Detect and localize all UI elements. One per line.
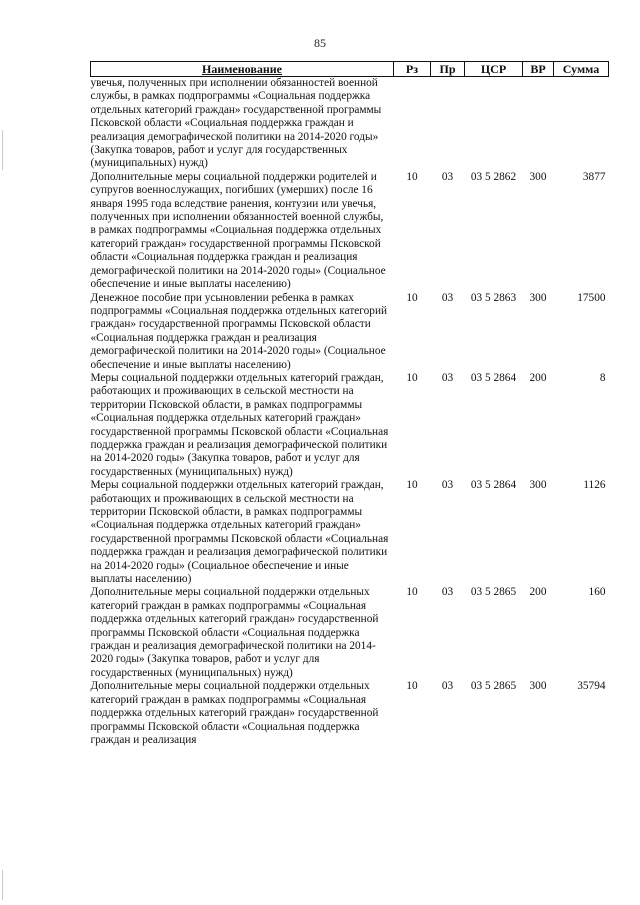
- cell-sum: 3877: [582, 170, 606, 183]
- cell-csr: 03 5 2865: [470, 680, 517, 693]
- table-body: [91, 77, 609, 748]
- cell-pr: 03: [441, 586, 454, 599]
- table-row: [91, 171, 609, 292]
- cell-sum: [554, 77, 609, 171]
- cell-rz: 10: [406, 479, 418, 492]
- cell-pr: [431, 77, 465, 171]
- cell-sum: 17500: [577, 291, 606, 304]
- cell-name: Меры социальной поддержки отдельных категорий граждан, работающих и проживающих в сельской местности на территории Псковской области, в рамках подпрограммы «Социальная поддержка отдельных категорий граждан» государственной программы Псковской области «Социальная поддержка граждан и реализация демографической политики на 2014-2020 годы» (Закупка товаров, работ и услуг для государственных (муниципальных) нужд): [90, 371, 389, 478]
- table-row: [91, 479, 609, 586]
- cell-vr: 200: [529, 586, 547, 599]
- cell-rz: 10: [406, 680, 418, 693]
- cell-sum: 35794: [577, 680, 606, 693]
- cell-vr: 300: [529, 680, 547, 693]
- cell-rz: 10: [406, 371, 418, 384]
- table-header: [91, 62, 609, 77]
- cell-csr: 03 5 2863: [470, 291, 517, 304]
- cell-pr: 03: [441, 170, 454, 183]
- cell-vr: [523, 77, 554, 171]
- table-row: [91, 680, 609, 747]
- cell-vr: 300: [529, 479, 547, 492]
- column-header-pr: Пр: [431, 62, 465, 77]
- table-row: [91, 372, 609, 479]
- cell-csr: 03 5 2862: [470, 170, 517, 183]
- cell-csr: 03 5 2865: [470, 586, 517, 599]
- cell-sum: 160: [588, 586, 606, 599]
- table-row: [91, 292, 609, 372]
- cell-csr: 03 5 2864: [470, 371, 517, 384]
- cell-rz: 10: [406, 291, 418, 304]
- table-row: [91, 586, 609, 680]
- cell-name: увечья, полученных при исполнении обязанностей военной службы, в рамках подпрограммы «Социальная поддержка отдельных категорий граждан» государственной программы Псковской области «Социальная поддержка граждан и реализация демографической политики на 2014-2020 годы» (Закупка товаров, работ и услуг для государственных (муниципальных) нужд): [90, 77, 382, 170]
- column-header-sum: Сумма: [554, 62, 609, 77]
- cell-name: Денежное пособие при усыновлении ребенка в рамках подпрограммы «Социальная поддержка отдельных категорий граждан» государственной программы Псковской области «Социальная поддержка граждан и реализация демографической политики на 2014-2020 годы» (Социальное обеспечение и иные выплаты населению): [90, 291, 388, 371]
- scan-edge-mark: [2, 870, 3, 900]
- cell-vr: 200: [529, 371, 547, 384]
- cell-pr: 03: [441, 371, 454, 384]
- cell-rz: 10: [406, 170, 418, 183]
- cell-rz: 10: [406, 586, 418, 599]
- table-row: [91, 77, 609, 171]
- cell-name: Дополнительные меры социальной поддержки родителей и супругов военнослужащих, погибших (умерших) после 16 января 1995 года вследствие ранения, контузии или увечья, полученных при исполнении обязанностей военной службы, в рамках подпрограммы «Социальная поддержка отдельных категорий граждан» государственной программы Псковской области «Социальная поддержка граждан и реализация демографической политики на 2014-2020 годы» (Социальное обеспечение и иные выплаты населению): [90, 170, 386, 291]
- cell-csr: [465, 77, 523, 171]
- cell-name: Меры социальной поддержки отдельных категорий граждан, работающих и проживающих в сельской местности на территории Псковской области, в рамках подпрограммы «Социальная поддержка отдельных категорий граждан» государственной программы Псковской области «Социальная поддержка граждан и реализация демографической политики на 2014-2020 годы» (Социальное обеспечение и иные выплаты населению): [90, 479, 389, 586]
- cell-vr: 300: [529, 291, 547, 304]
- cell-sum: 1126: [583, 479, 606, 492]
- cell-rz: [394, 77, 431, 171]
- cell-pr: 03: [441, 680, 454, 693]
- column-header-csr: ЦСР: [465, 62, 523, 77]
- cell-vr: 300: [529, 170, 547, 183]
- page-number: 85: [314, 36, 326, 50]
- cell-csr: 03 5 2864: [470, 479, 517, 492]
- cell-sum: 8: [599, 371, 606, 384]
- cell-name: Дополнительные меры социальной поддержки отдельных категорий граждан в рамках подпрограммы «Социальная поддержка отдельных категорий граждан» государственной программы Псковской области «Социальная поддержка граждан и реализация демографической политики на 2014-2020 годы» (Закупка товаров, работ и услуг для государственных (муниципальных) нужд): [90, 586, 379, 679]
- cell-pr: 03: [441, 291, 454, 304]
- column-header-name: [91, 62, 394, 77]
- cell-name: Дополнительные меры социальной поддержки отдельных категорий граждан в рамках подпрограммы «Социальная поддержка отдельных категорий граждан» государственной программы Псковской области «Социальная поддержка граждан и реализация: [90, 680, 379, 746]
- scan-edge-mark: [2, 130, 3, 170]
- cell-pr: 03: [441, 479, 454, 492]
- column-header-vr: ВР: [523, 62, 554, 77]
- column-header-rz: Рз: [394, 62, 431, 77]
- column-header-name-label: Наименование: [202, 62, 282, 76]
- budget-table: [90, 61, 609, 747]
